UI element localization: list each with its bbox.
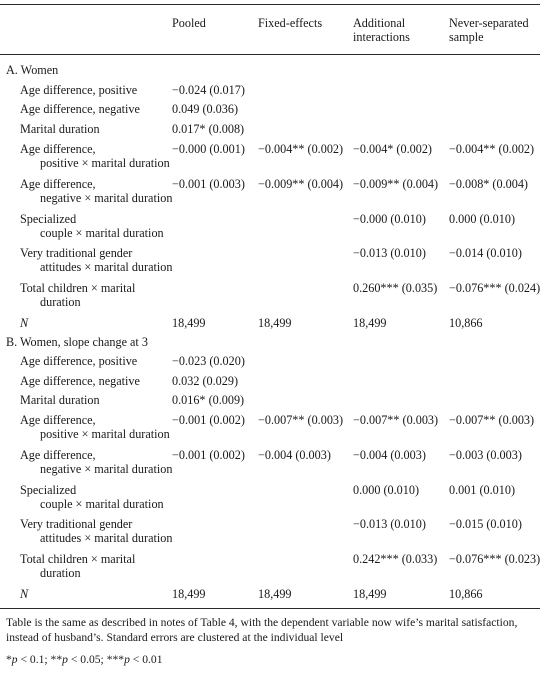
sig-p: p xyxy=(124,653,130,666)
n-cell: 18,499 xyxy=(353,316,387,330)
significance-note xyxy=(6,653,163,667)
table-cell: −0.004** (0.002) xyxy=(449,142,535,156)
table-cell: −0.015 (0.010) xyxy=(449,517,522,531)
sig-p: p xyxy=(62,653,68,666)
row-label: Marital duration xyxy=(20,393,100,407)
header-additional-interactions-line1: Additional xyxy=(353,16,406,30)
n-cell: 18,499 xyxy=(258,587,292,601)
row-label: Specialized xyxy=(20,483,77,497)
row-label: Marital duration xyxy=(20,122,100,136)
row-label: Age difference, xyxy=(20,448,96,462)
bottom-rule xyxy=(0,608,540,609)
table-cell: 0.016* (0.009) xyxy=(172,393,245,407)
table-cell: −0.004 (0.003) xyxy=(258,448,331,462)
n-label: N xyxy=(20,316,29,330)
sig-stars: * xyxy=(6,653,12,666)
table-cell: 0.242*** (0.033) xyxy=(353,552,438,566)
table-cell: 0.000 (0.010) xyxy=(353,483,420,497)
note-line-2: instead of husband’s. Standard errors are clustered at the individual level xyxy=(6,631,344,644)
table-cell: −0.007** (0.003) xyxy=(353,413,439,427)
n-cell: 18,499 xyxy=(172,587,206,601)
table-cell: −0.004** (0.002) xyxy=(258,142,344,156)
sig-threshold: < 0.01 xyxy=(129,653,163,666)
row-label-continued: couple × marital duration xyxy=(40,226,164,240)
top-rule xyxy=(0,4,540,5)
table-cell: −0.000 (0.010) xyxy=(353,212,426,226)
n-label: N xyxy=(20,587,29,601)
table-cell: −0.076*** (0.024) xyxy=(449,281,540,295)
n-cell: 10,866 xyxy=(449,316,483,330)
row-label: Age difference, xyxy=(20,413,96,427)
n-cell: 18,499 xyxy=(258,316,292,330)
n-cell: 10,866 xyxy=(449,587,483,601)
n-cell: 18,499 xyxy=(353,587,387,601)
header-rule xyxy=(0,54,540,55)
panel-title: B. Women, slope change at 3 xyxy=(6,335,148,349)
table-cell: −0.013 (0.010) xyxy=(353,246,426,260)
row-label: Age difference, negative xyxy=(20,102,140,116)
table-cell: −0.003 (0.003) xyxy=(449,448,522,462)
sig-stars: *** xyxy=(106,653,125,666)
table-cell: −0.023 (0.020) xyxy=(172,354,245,368)
table-cell: −0.007** (0.003) xyxy=(449,413,535,427)
table-cell: −0.009** (0.004) xyxy=(258,177,344,191)
header-never-separated-line2: sample xyxy=(449,30,484,44)
row-label: Age difference, xyxy=(20,142,96,156)
header-fixed-effects: Fixed-effects xyxy=(258,16,323,30)
row-label: Age difference, positive xyxy=(20,354,138,368)
sig-stars: ** xyxy=(50,653,63,666)
panel-title: A. Women xyxy=(6,63,59,77)
row-label-continued: negative × marital duration xyxy=(40,462,173,476)
row-label: Very traditional gender xyxy=(20,517,133,531)
row-label-continued: attitudes × marital duration xyxy=(40,531,173,545)
table-cell: −0.076*** (0.023) xyxy=(449,552,540,566)
row-label: Specialized xyxy=(20,212,77,226)
table-cell: −0.013 (0.010) xyxy=(353,517,426,531)
table-cell: −0.001 (0.002) xyxy=(172,448,245,462)
row-label-continued: attitudes × marital duration xyxy=(40,260,173,274)
row-label: Age difference, xyxy=(20,177,96,191)
row-label: Age difference, negative xyxy=(20,374,140,388)
sig-threshold: < 0.05; xyxy=(67,653,107,666)
table-cell: 0.017* (0.008) xyxy=(172,122,245,136)
table-cell: 0.032 (0.029) xyxy=(172,374,239,388)
sig-threshold: < 0.1; xyxy=(17,653,51,666)
n-cell: 18,499 xyxy=(172,316,206,330)
table-cell: 0.000 (0.010) xyxy=(449,212,516,226)
table-cell: −0.004* (0.002) xyxy=(353,142,432,156)
table-cell: −0.008* (0.004) xyxy=(449,177,528,191)
row-label-continued: duration xyxy=(40,566,81,580)
table-cell: −0.004 (0.003) xyxy=(353,448,426,462)
header-never-separated-line1: Never-separated xyxy=(449,16,529,30)
row-label-continued: couple × marital duration xyxy=(40,497,164,511)
note-line-1: Table is the same as described in notes of Table 4, with the dependent variable now wife’s marital satisfaction, xyxy=(6,616,518,629)
row-label: Total children × marital xyxy=(20,552,136,566)
table-cell: −0.001 (0.003) xyxy=(172,177,245,191)
row-label-continued: positive × marital duration xyxy=(40,156,170,170)
sig-p: p xyxy=(11,653,18,666)
row-label-continued: negative × marital duration xyxy=(40,191,173,205)
table-cell: 0.049 (0.036) xyxy=(172,102,239,116)
table-cell: −0.024 (0.017) xyxy=(172,83,245,97)
header-pooled: Pooled xyxy=(172,16,206,30)
header-additional-interactions-line2: interactions xyxy=(353,30,410,44)
row-label: Age difference, positive xyxy=(20,83,138,97)
row-label: Total children × marital xyxy=(20,281,136,295)
table-cell: −0.000 (0.001) xyxy=(172,142,245,156)
table-cell: 0.001 (0.010) xyxy=(449,483,516,497)
table-cell: −0.007** (0.003) xyxy=(258,413,344,427)
row-label-continued: duration xyxy=(40,295,81,309)
table-cell: −0.001 (0.002) xyxy=(172,413,245,427)
row-label-continued: positive × marital duration xyxy=(40,427,170,441)
table-cell: −0.009** (0.004) xyxy=(353,177,439,191)
table-cell: 0.260*** (0.035) xyxy=(353,281,438,295)
row-label: Very traditional gender xyxy=(20,246,133,260)
table-cell: −0.014 (0.010) xyxy=(449,246,522,260)
